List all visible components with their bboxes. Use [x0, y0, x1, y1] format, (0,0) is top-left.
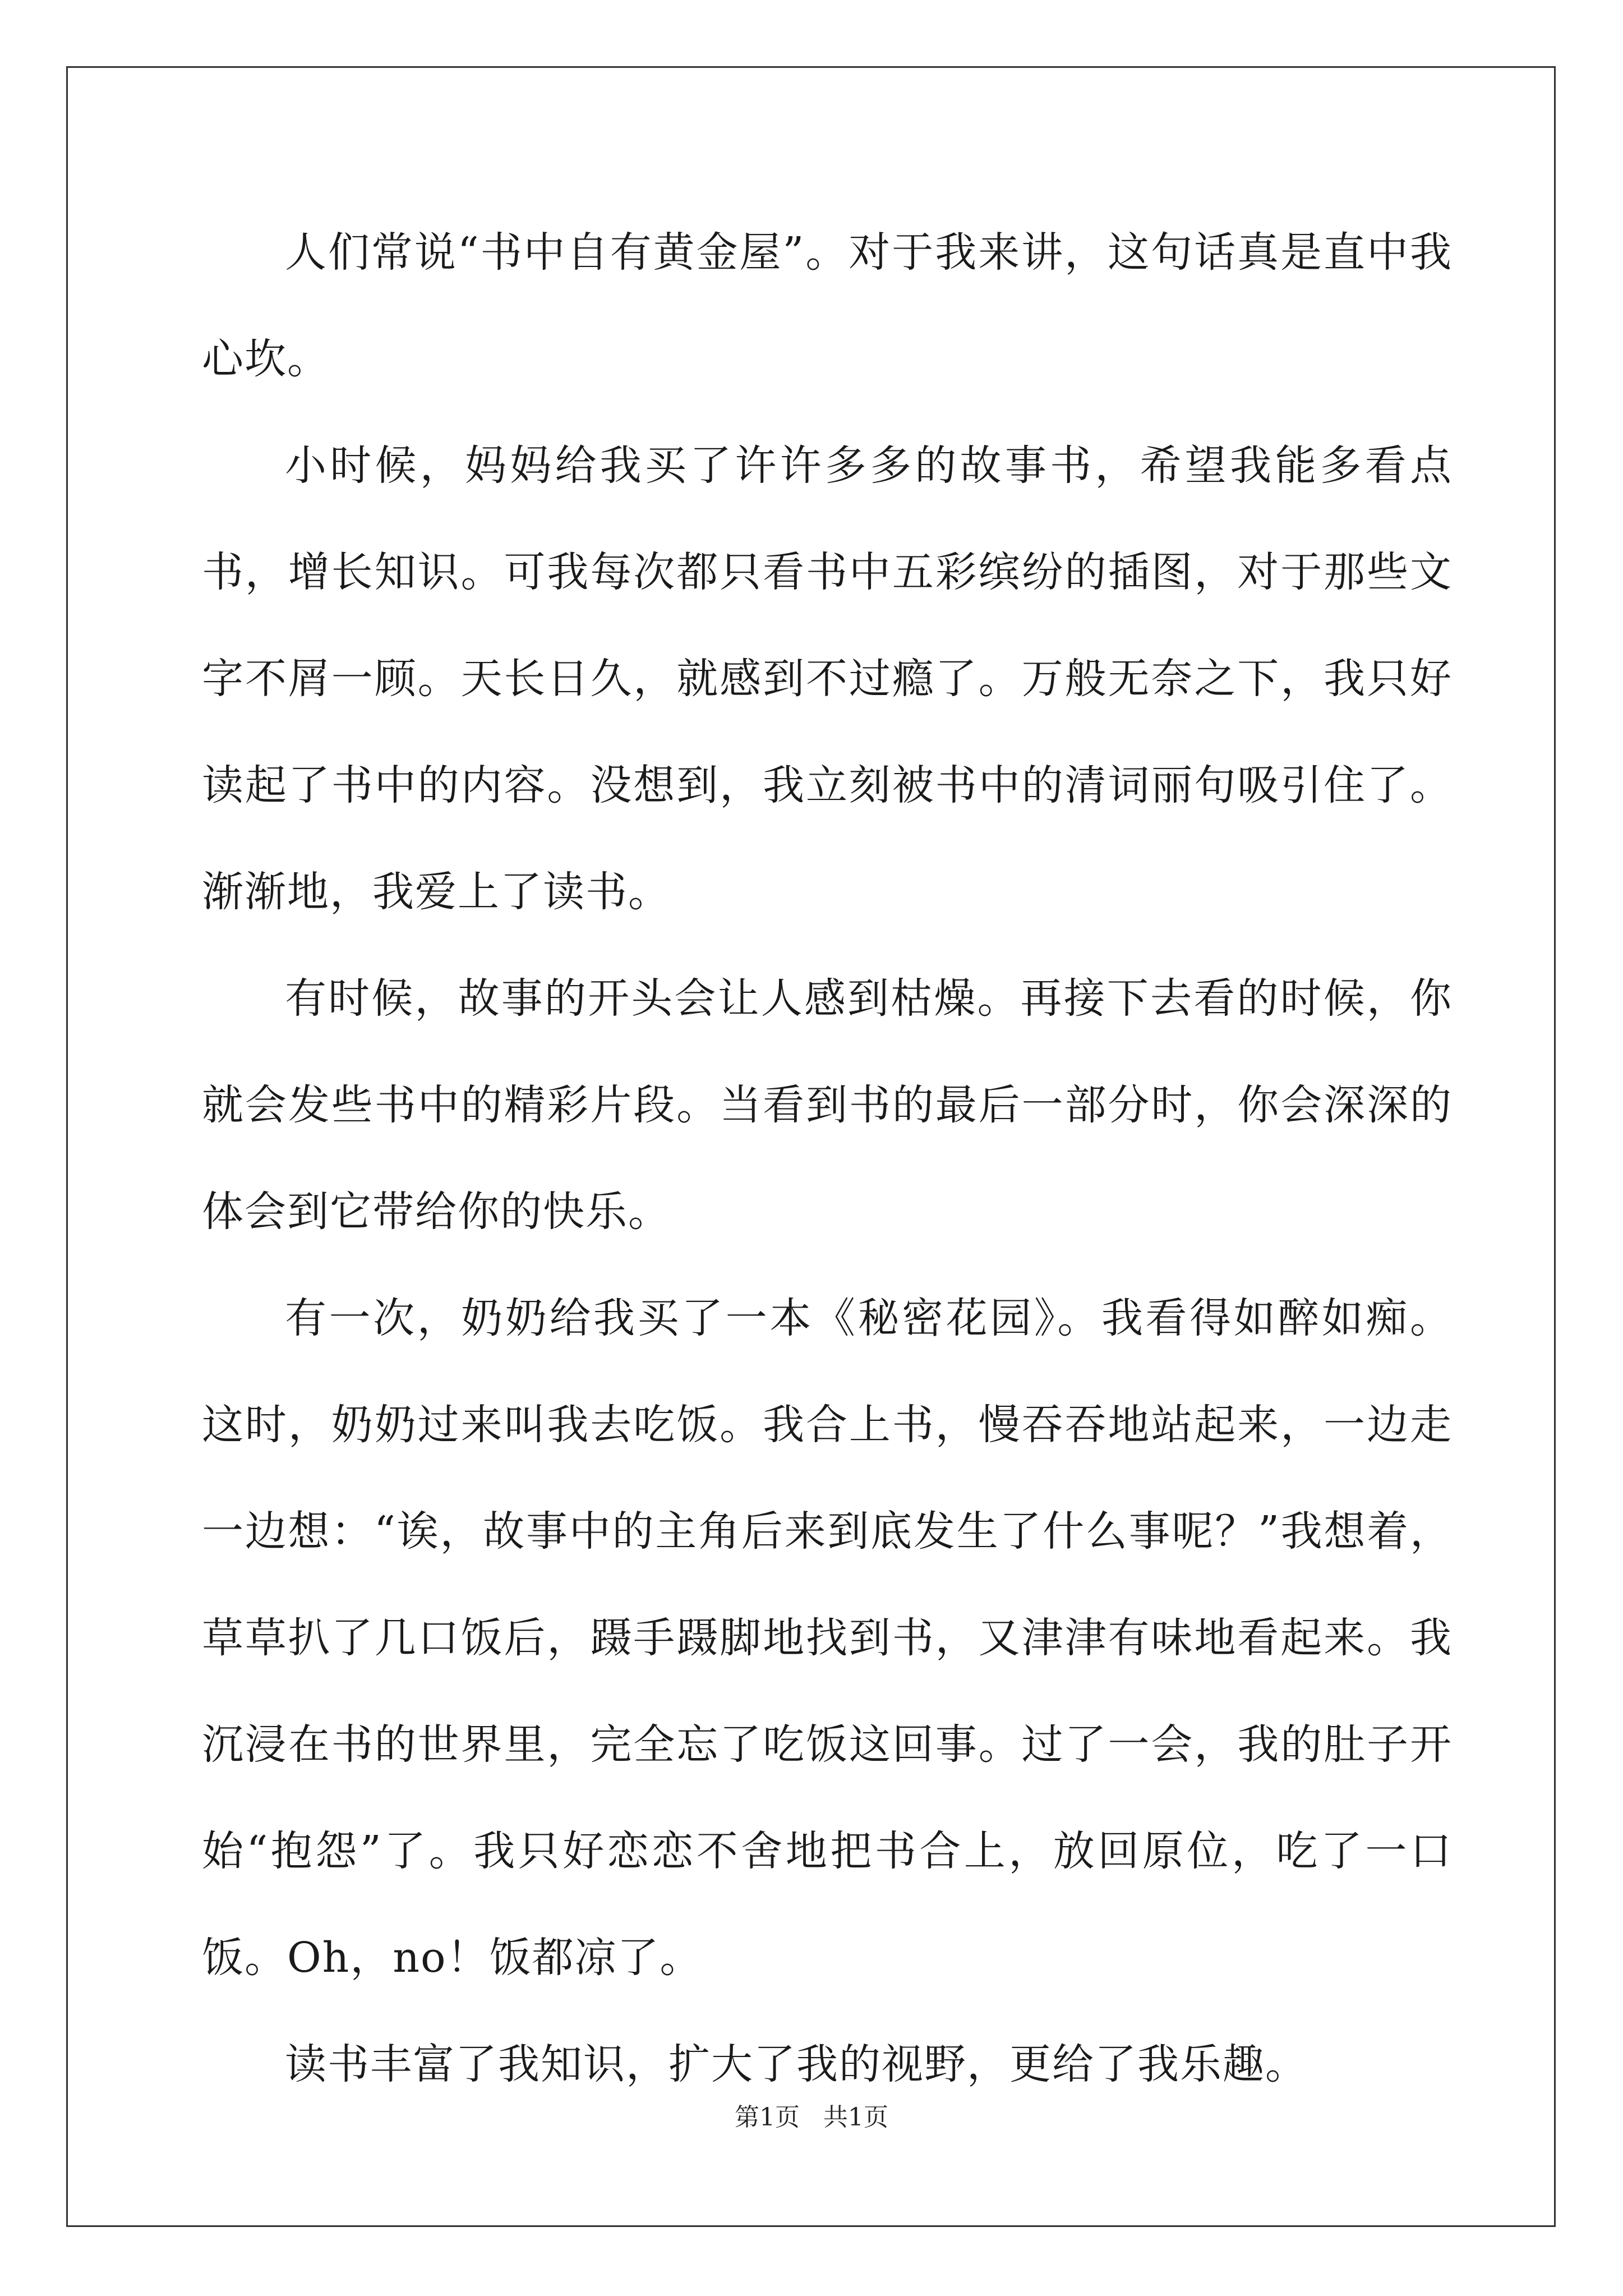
page-footer	[0, 2101, 1623, 2134]
paragraph-1: 人们常说“书中自有黄金屋”。对于我来讲，这句话真是直中我心坎。	[202, 228, 1453, 383]
paragraph-2: 小时候，妈妈给我买了许许多多的故事书，希望我能多看点书，增长知识。可我每次都只看书中五彩缤纷的插图，对于那些文字不屑一顾。天长日久，就感到不过瘾了。万般无奈之下，我只好读起了书中的内容。没想到，我立刻被书中的清词丽句吸引住了。渐渐地，我爱上了读书。	[202, 441, 1453, 916]
paragraph-4: 有一次，奶奶给我买了一本《秘密花园》。我看得如醉如痴。这时，奶奶过来叫我去吃饭。我合上书，慢吞吞地站起来，一边走一边想：“诶，故事中的主角后来到底发生了什么事呢？”我想着，草草扒了几口饭后，蹑手蹑脚地找到书，又津津有味地看起来。我沉浸在书的世界里，完全忘了吃饭这回事。过了一会，我的肚子开始“抱怨”了。我只好恋恋不舍地把书合上，放回原位，吃了一口饭。Oh，no！饭都凉了。	[202, 1294, 1453, 1982]
page-number: 第1页	[735, 2103, 800, 2132]
paragraph-5: 读书丰富了我知识，扩大了我的视野，更给了我乐趣。	[285, 2040, 1308, 2088]
document-body	[202, 199, 1453, 2118]
page-total: 共1页	[823, 2103, 888, 2132]
paragraph-3: 有时候，故事的开头会让人感到枯燥。再接下去看的时候，你就会发些书中的精彩片段。当看到书的最后一部分时，你会深深的体会到它带给你的快乐。	[202, 974, 1453, 1236]
